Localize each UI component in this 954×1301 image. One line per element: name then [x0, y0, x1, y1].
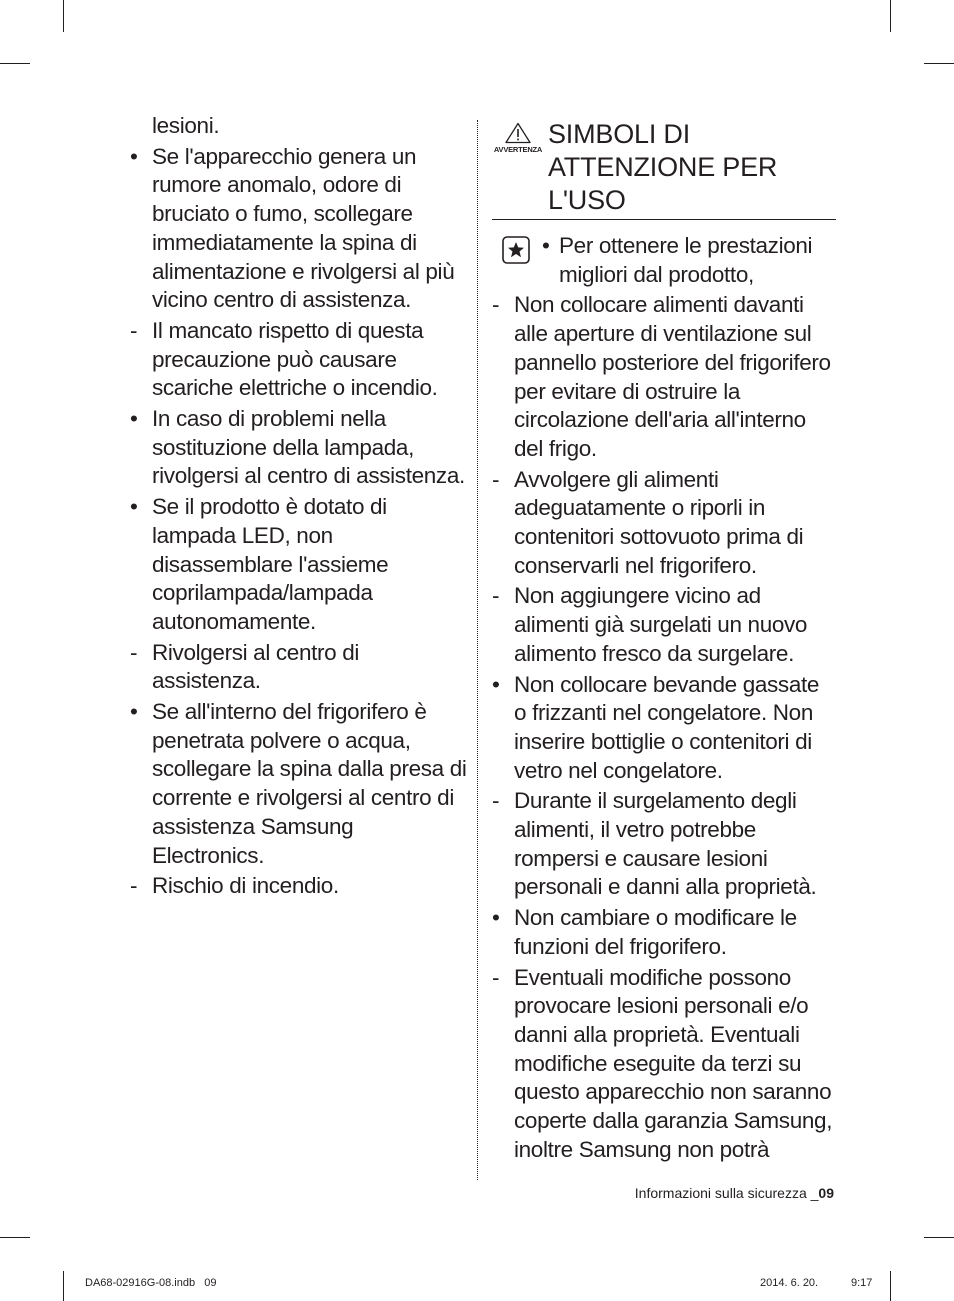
slug-file: DA68-02916G-08.indb 09: [85, 1277, 217, 1289]
crop-mark: [63, 1271, 64, 1301]
list-item: - Rivolgersi al centro di assistenza.: [130, 639, 360, 694]
list-item: - Eventuali modifiche possono provocare lesioni personali e/o danni alla proprietà. Eventuali modifiche eseguite da terzi su questo apparecchio non saranno coperte dalla garanzia Samsung, inoltre Samsung non potrà: [492, 964, 833, 1162]
crop-mark: [0, 1237, 30, 1238]
list-item: • Non collocare bevande gassate o frizzanti nel congelatore. Non inserire bottiglie o contenitori di vetro nel congelatore.: [492, 671, 820, 783]
note-item: • Per ottenere le prestazioni migliori dal prodotto,: [542, 233, 813, 287]
list-item: lesioni.: [152, 113, 220, 138]
list-item: • Non cambiare o modificare le funzioni del frigorifero.: [492, 905, 797, 959]
list-item: • Se il prodotto è dotato di lampada LED, non disassemblare l'assieme coprilampada/lampada autonomamente.: [130, 494, 389, 634]
page-title: SIMBOLI DI ATTENZIONE PER L'USO: [548, 119, 778, 215]
list-item: • Se all'interno del frigorifero è penetrata polvere o acqua, scollegare la spina dalla presa di corrente e rivolgersi al centro di assistenza Samsung Electronics.: [130, 699, 467, 868]
list-item: • In caso di problemi nella sostituzione della lampada, rivolgersi al centro di assistenza.: [130, 406, 465, 489]
crop-mark: [63, 0, 64, 32]
crop-mark: [924, 1237, 954, 1238]
warning-badge: [492, 122, 544, 154]
list-item: - Il mancato rispetto di questa precauzione può causare scariche elettriche o incendio.: [130, 317, 438, 401]
slug-time: 9:17: [851, 1277, 873, 1289]
crop-mark: [890, 0, 891, 32]
page-number: 09: [818, 1185, 834, 1201]
footer-section: Informazioni sulla sicurezza _: [634, 1185, 819, 1201]
section-heading: [492, 118, 836, 220]
list-item: - Rischio di incendio.: [130, 873, 339, 899]
slug-date: 2014. 6. 20.: [760, 1277, 819, 1289]
warning-label: AVVERTENZA: [493, 145, 543, 154]
warning-triangle-icon: [505, 122, 531, 144]
list-item: - Durante il surgelamento degli alimenti, il vetro potrebbe rompersi e causare lesioni personali e danni alla proprietà.: [492, 788, 817, 900]
column-divider: [477, 120, 478, 1180]
note-row: [492, 232, 836, 289]
list-item: • Se l'apparecchio genera un rumore anomalo, odore di bruciato o fumo, scollegare immediatamente la spina di alimentazione e rivolgersi al più vicino centro di assistenza.: [130, 143, 455, 313]
crop-mark: [890, 1271, 891, 1301]
list-item: - Avvolgere gli alimenti adeguatamente o riporli in contenitori sottovuoto prima di conservarli nel frigorifero.: [492, 466, 804, 578]
crop-mark: [0, 63, 30, 64]
list-item: - Non collocare alimenti davanti alle aperture di ventilazione sul pannello posteriore del frigorifero per evitare di ostruire la circolazione dell'aria all'interno del frigo.: [492, 292, 831, 461]
left-column: [130, 112, 470, 903]
crop-mark: [924, 63, 954, 64]
list-item: - Non aggiungere vicino ad alimenti già surgelati un nuovo alimento fresco da surgelare.: [492, 583, 808, 666]
right-column: [492, 118, 836, 1167]
star-note-icon: [502, 236, 530, 264]
page-footer: [635, 1185, 834, 1201]
